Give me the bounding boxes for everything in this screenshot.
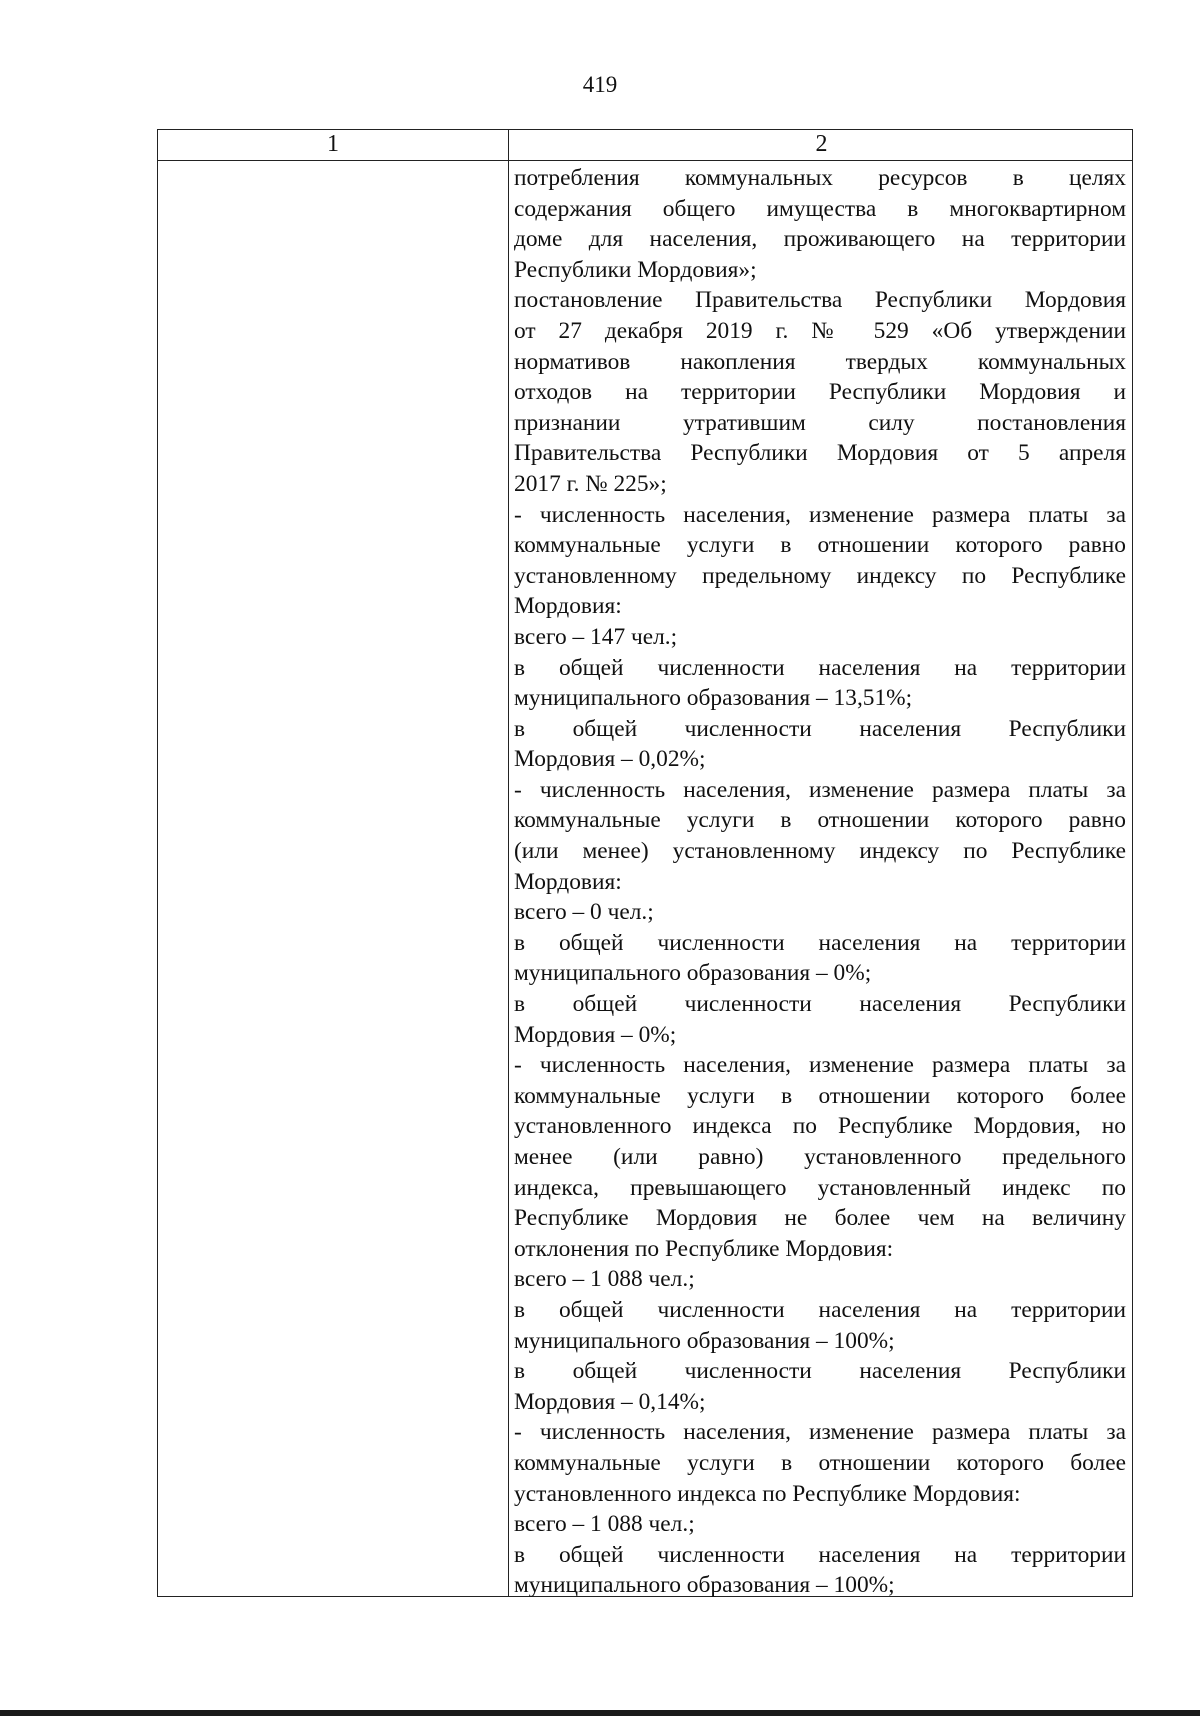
text-line: в общей численности населения Республики	[514, 715, 1126, 742]
text-line: Мордовия:	[514, 593, 622, 620]
text-line: установленного индекса по Республике Мордовия, но	[514, 1113, 1126, 1140]
text-line: - численность населения, изменение размера платы за	[514, 776, 1126, 803]
text-line: муниципального образования – 0%;	[514, 960, 872, 987]
text-line: - численность населения, изменение размера платы за	[514, 501, 1126, 528]
text-line: менее (или равно) установленного предельного	[514, 1144, 1126, 1170]
text-line: всего – 1 088 чел.;	[514, 1511, 695, 1538]
column-2-header: 2	[815, 131, 828, 157]
table-header-row	[158, 130, 1132, 161]
text-line: муниципального образования – 100%;	[514, 1572, 895, 1599]
text-line: Мордовия – 0%;	[514, 1021, 677, 1048]
document-table	[157, 129, 1133, 1597]
text-line: постановление Правительства Республики Мордовия	[514, 287, 1126, 314]
text-line: всего – 1 088 чел.;	[514, 1266, 695, 1293]
text-line: всего – 147 чел.;	[514, 623, 678, 650]
column-1-header: 1	[327, 131, 339, 157]
text-line: содержания общего имущества в многоквартирном	[514, 195, 1126, 222]
text-line: установленному предельному индексу по Республике	[514, 562, 1126, 589]
text-line: коммунальные услуги в отношении которого равно	[514, 807, 1126, 834]
text-line: индекса, превышающего установленный индекс по	[514, 1174, 1126, 1201]
text-line: коммунальные услуги в отношении которого равно	[514, 532, 1126, 559]
text-line: в общей численности населения на территории	[514, 1296, 1126, 1323]
text-line: (или менее) установленному индексу по Республике	[514, 838, 1126, 865]
scan-bottom-edge	[0, 1710, 1200, 1716]
column-2-text	[514, 163, 1126, 1601]
text-line: в общей численности населения Республики	[514, 991, 1126, 1018]
text-line: 2017 г. № 225»;	[514, 470, 667, 497]
text-line: в общей численности населения на территории	[514, 929, 1126, 956]
text-line: признании утратившим силу постановления	[514, 409, 1126, 436]
text-line: Мордовия:	[514, 868, 622, 895]
text-line: в общей численности населения на территории	[514, 1541, 1126, 1568]
page-number: 419	[582, 72, 618, 97]
text-line: - численность населения, изменение размера платы за	[514, 1052, 1126, 1079]
text-line: отходов на территории Республики Мордовия и	[514, 379, 1126, 406]
column-divider	[508, 130, 509, 1596]
text-line: в общей численности населения на территории	[514, 654, 1126, 681]
text-line: потребления коммунальных ресурсов в целях	[514, 165, 1126, 191]
text-line: муниципального образования – 100%;	[514, 1327, 895, 1354]
text-line: доме для населения, проживающего на территории	[514, 226, 1126, 253]
text-line: нормативов накопления твердых коммунальных	[514, 348, 1126, 375]
text-line: от 27 декабря 2019 г. № 529 «Об утверждении	[514, 317, 1126, 344]
text-line: муниципального образования – 13,51%;	[514, 685, 913, 712]
text-line: Республики Мордовия»;	[514, 256, 757, 283]
text-line: Республике Мордовия не более чем на величину	[514, 1205, 1126, 1232]
text-line: Правительства Республики Мордовия от 5 апреля	[514, 440, 1126, 467]
text-line: всего – 0 чел.;	[514, 899, 654, 926]
text-line: Мордовия – 0,14%;	[514, 1388, 706, 1415]
text-line: в общей численности населения Республики	[514, 1358, 1126, 1385]
text-line: - численность населения, изменение размера платы за	[514, 1419, 1126, 1446]
text-line: коммунальные услуги в отношении которого более	[514, 1449, 1126, 1476]
text-line: установленного индекса по Республике Мордовия:	[514, 1480, 1021, 1507]
text-line: коммунальные услуги в отношении которого более	[514, 1082, 1126, 1109]
text-line: Мордовия – 0,02%;	[514, 746, 706, 773]
text-line: отклонения по Республике Мордовия:	[514, 1235, 894, 1262]
